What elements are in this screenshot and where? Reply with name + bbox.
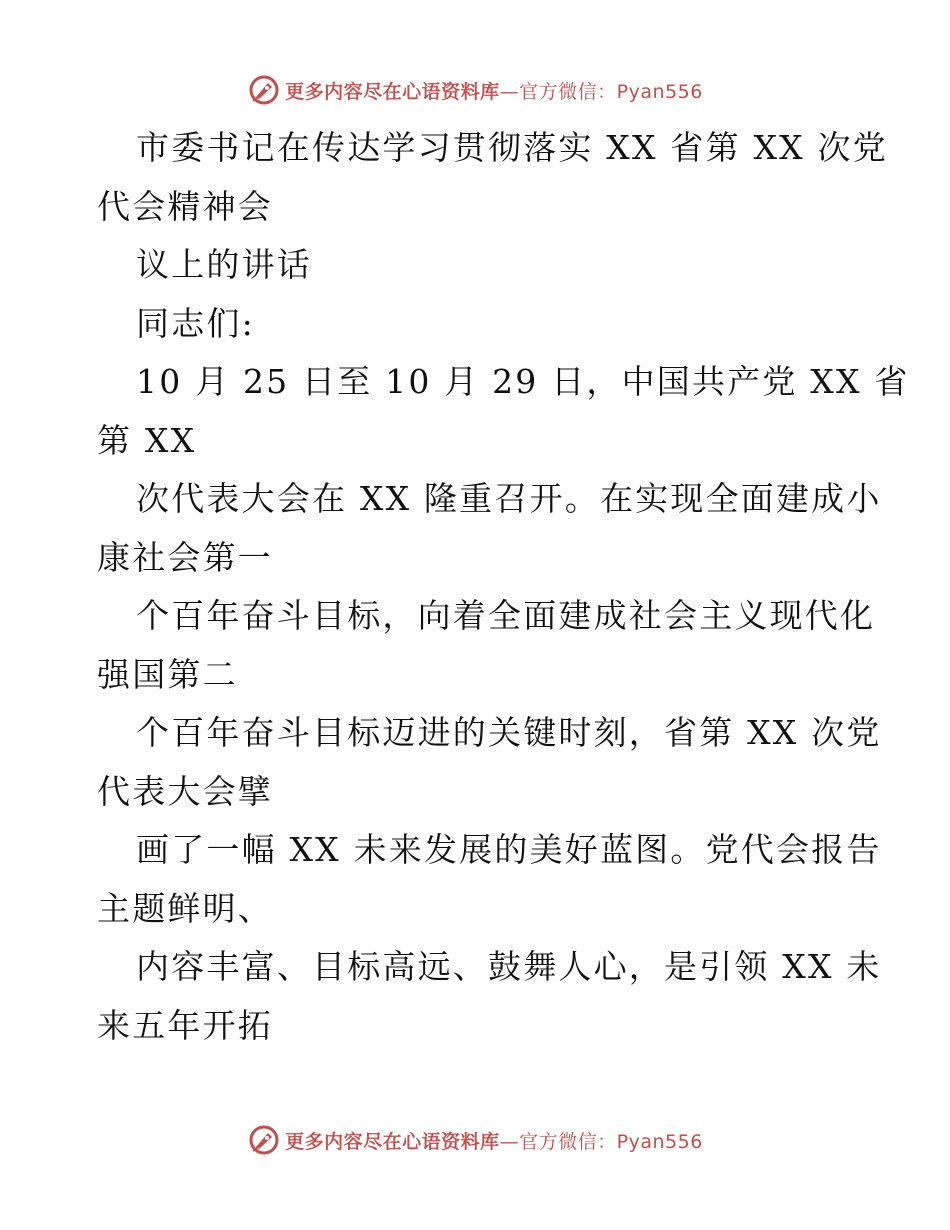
body-line: 个百年奋斗目标迈进的关键时刻，省第 XX 次党 bbox=[136, 713, 882, 752]
body-line: 主题鲜明、 bbox=[97, 888, 273, 928]
body-line: 强国第二 bbox=[97, 654, 238, 694]
body-line: 第 XX bbox=[97, 420, 197, 460]
body-line: 代表大会擘 bbox=[97, 771, 273, 811]
body-line: 个百年奋斗目标，向着全面建成社会主义现代化 bbox=[136, 596, 876, 635]
footer-brand-text: 更多内容尽在心语资料库 bbox=[285, 1130, 500, 1153]
body-line: 代会精神会 bbox=[97, 186, 273, 226]
pen-nib-circle-icon bbox=[247, 1123, 281, 1157]
body-line: 画了一幅 XX 未来发展的美好蓝图。党代会报告 bbox=[136, 830, 882, 869]
footer-contact-text: —官方微信：Pyan556 bbox=[499, 1130, 703, 1153]
body-line: 市委书记在传达学习贯彻落实 XX 省第 XX 次党 bbox=[136, 128, 888, 167]
header-brand-text: 更多内容尽在心语资料库 bbox=[285, 80, 500, 103]
body-line: 康社会第一 bbox=[97, 537, 273, 577]
body-line: 来五年开拓 bbox=[97, 1005, 273, 1045]
body-line: 次代表大会在 XX 隆重召开。在实现全面建成小 bbox=[136, 479, 882, 518]
header-contact-text: —官方微信：Pyan556 bbox=[499, 80, 703, 103]
document-body bbox=[97, 119, 910, 1055]
header-watermark bbox=[0, 70, 950, 110]
body-line: 10 月 25 日至 10 月 29 日，中国共产党 XX 省 bbox=[136, 362, 910, 401]
body-line: 同志们: bbox=[136, 303, 255, 343]
body-line: 议上的讲话 bbox=[136, 245, 312, 284]
pen-nib-circle-icon bbox=[247, 73, 281, 107]
body-line: 内容丰富、目标高远、鼓舞人心，是引领 XX 未 bbox=[136, 947, 882, 986]
footer-watermark bbox=[0, 1120, 950, 1160]
